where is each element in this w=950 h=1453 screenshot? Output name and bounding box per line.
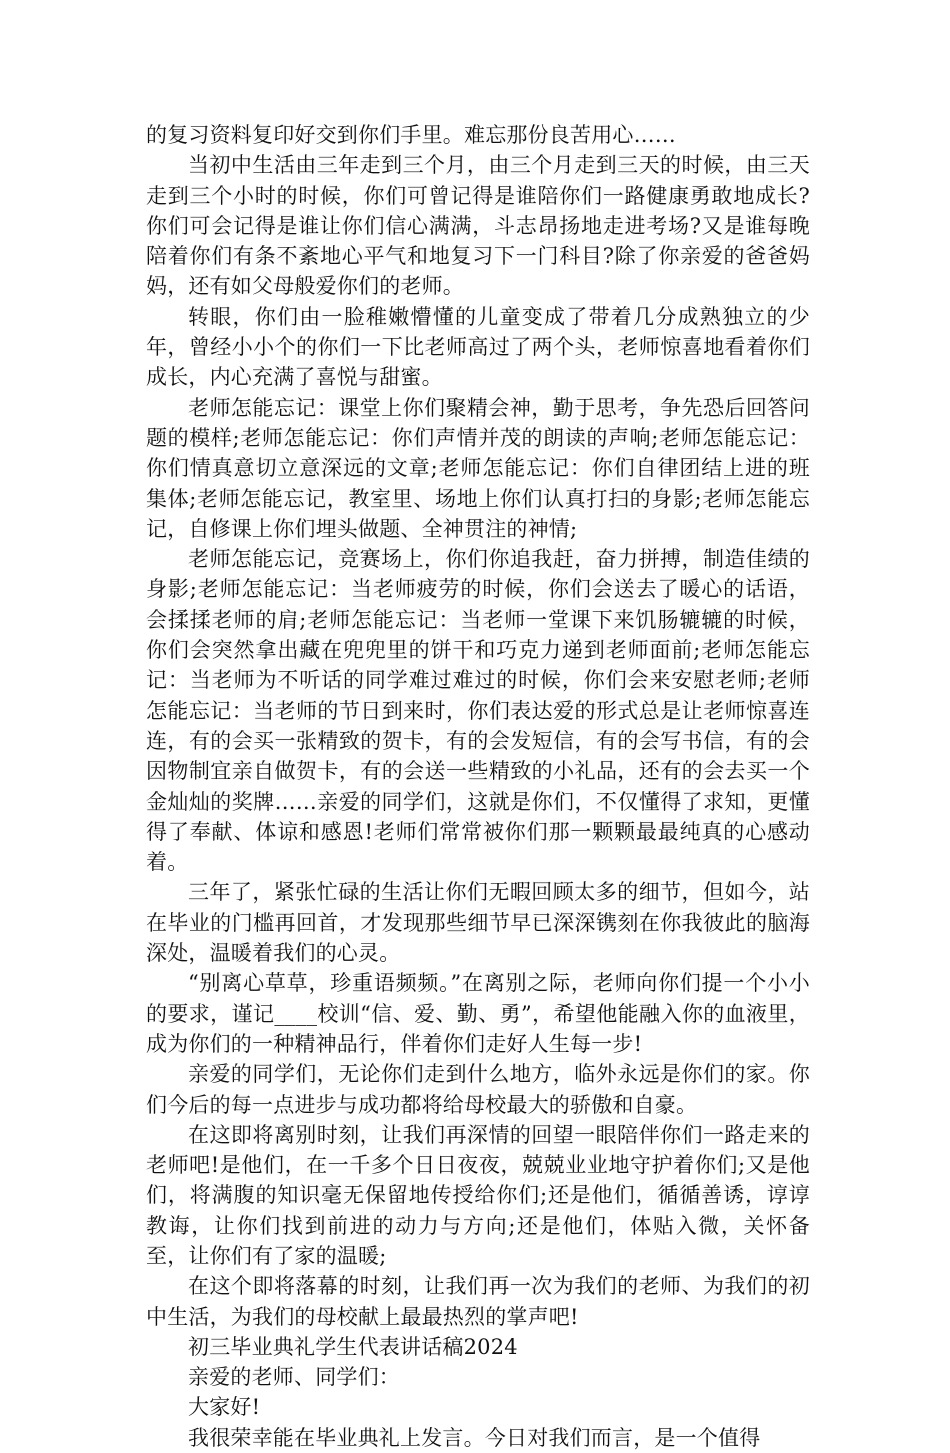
paragraph-4: 老师怎能忘记：课堂上你们聚精会神，勤于思考，争先恐后回答问题的模样;老师怎能忘记：你们声情并茂的朗读的声响;老师怎能忘记：你们情真意切立意深远的文章;老师怎能忘记：你们自律团结上进的班集体;老师怎能忘记，教室里、场地上你们认真打扫的身影;老师怎能忘记，自修课上你们埋头做题、全神贯注的神情;	[146, 395, 810, 541]
paragraph-5: 老师怎能忘记，竞赛场上，你们你追我赶，奋力拼搏，制造佳绩的身影;老师怎能忘记：当老师疲劳的时候，你们会送去了暖心的话语，会揉揉老师的肩;老师怎能忘记：当老师一堂课下来饥肠辘辘的时候，你们会突然拿出藏在兜兜里的饼干和巧克力递到老师面前;老师怎能忘记：当老师为不听话的同学难过难过的时候，你们会来安慰老师;老师怎能忘记：当老师的节日到来时，你们表达爱的形式总是让老师惊喜连连，有的会买一张精致的贺卡，有的会发短信，有的会写书信，有的会因物制宜亲自做贺卡，有的会送一些精致的小礼品，还有的会去买一个金灿灿的奖牌……亲爱的同学们，这就是你们，不仅懂得了求知，更懂得了奉献、体谅和感恩!老师们常常被你们那一颗颗最最纯真的心感动着。	[146, 547, 810, 875]
paragraph-9: 在这即将离别时刻，让我们再深情的回望一眼陪伴你们一路走来的老师吧!是他们，在一千多个日日夜夜，兢兢业业地守护着你们;又是他们，将满腹的知识毫无保留地传授给你们;还是他们，循循善诱，谆谆教诲，让你们找到前进的动力与方向;还是他们，体贴入微，关怀备至，让你们有了家的温暖;	[146, 1122, 810, 1268]
document-body	[146, 120, 810, 1453]
salutation: 亲爱的老师、同学们：	[188, 1365, 400, 1390]
speech-title: 初三毕业典礼学生代表讲话稿2024	[188, 1334, 518, 1359]
paragraph-8: 亲爱的同学们，无论你们走到什么地方，临外永远是你们的家。你们今后的每一点进步与成功都将给母校最大的骄傲和自豪。	[146, 1062, 810, 1117]
paragraph-3: 转眼，你们由一脸稚嫩懵懂的儿童变成了带着几分成熟独立的少年，曾经小小个的你们一下比老师高过了两个头，老师惊喜地看着你们成长，内心充满了喜悦与甜蜜。	[146, 304, 810, 390]
paragraph-10: 在这个即将落幕的时刻，让我们再一次为我们的老师、为我们的初中生活，为我们的母校献上最最热烈的掌声吧!	[146, 1274, 810, 1329]
paragraph-2: 当初中生活由三年走到三个月，由三个月走到三天的时候，由三天走到三个小时的时候，你们可曾记得是谁陪你们一路健康勇敢地成长?你们可会记得是谁让你们信心满满，斗志昂扬地走进考场?又是谁每晚陪着你们有条不紊地心平气和地复习下一门科目?除了你亲爱的爸爸妈妈，还有如父母般爱你们的老师。	[146, 153, 810, 299]
greeting: 大家好!	[188, 1395, 261, 1420]
paragraph-7: “别离心草草，珍重语频频。”在离别之际，老师向你们提一个小小的要求，谨记____校训“信、爱、勤、勇”，希望他能融入你的血液里，成为你们的一种精神品行，伴着你们走好人生每一步!	[146, 971, 810, 1056]
paragraph-14: 我很荣幸能在毕业典礼上发言。今日对我们而言，是一个值得	[188, 1425, 761, 1450]
paragraph-1: 的复习资料复印好交到你们手里。难忘那份良苦用心……	[146, 123, 676, 147]
paragraph-6: 三年了，紧张忙碌的生活让你们无暇回顾太多的细节，但如今，站在毕业的门槛再回首，才发现那些细节早已深深镌刻在你我彼此的脑海深处，温暖着我们的心灵。	[146, 880, 810, 966]
